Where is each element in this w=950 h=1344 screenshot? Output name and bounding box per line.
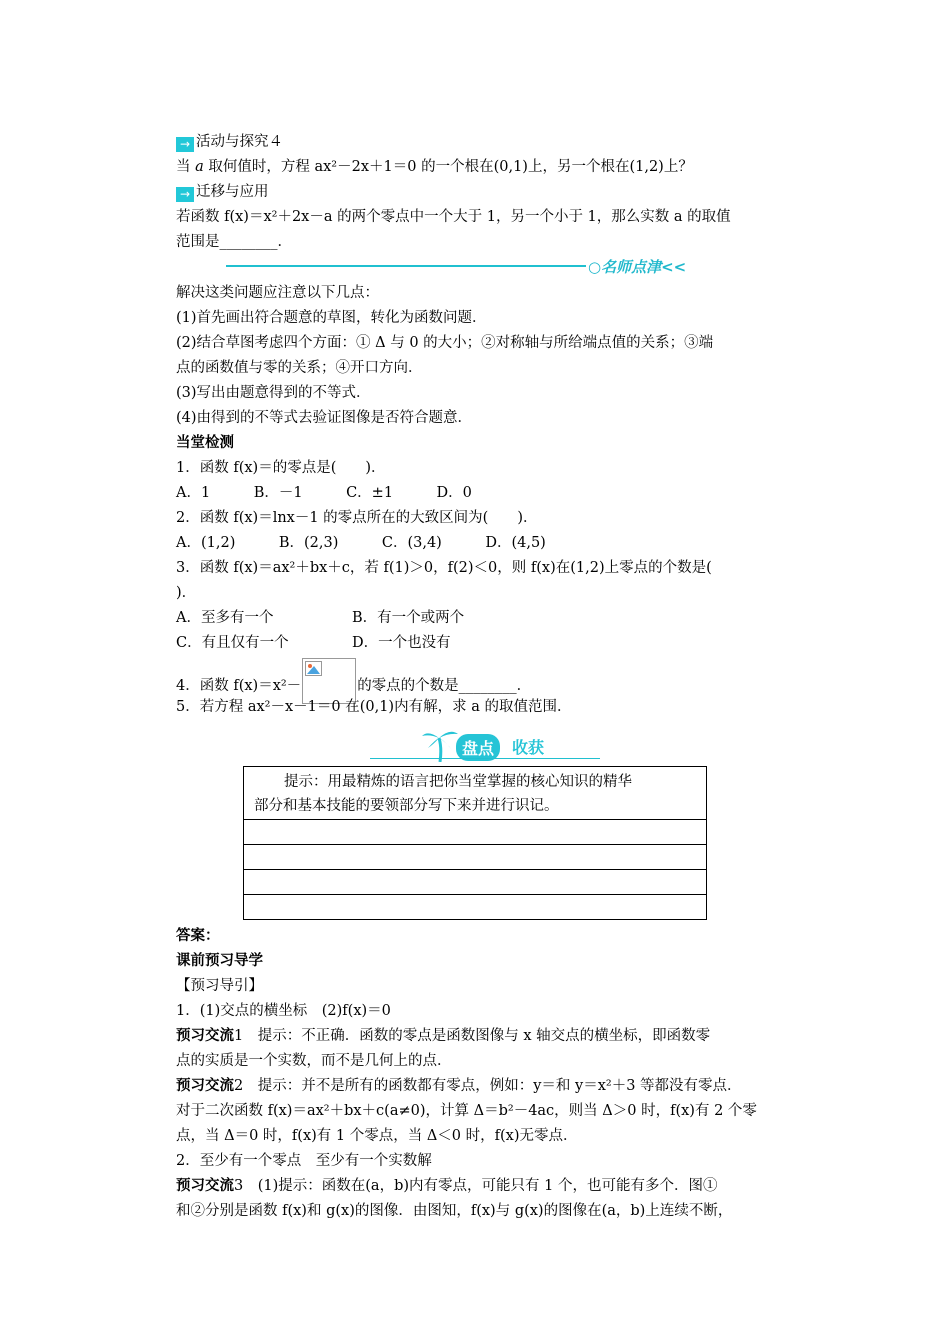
check-q1-options: A．1 B．－1 C．±1 D．0 [176, 485, 472, 501]
ex3-label: 预习交流 [176, 1178, 234, 1194]
ex2-text: 2 提示：并不是所有的函数都有零点，例如：y＝和 y＝x²＋3 等都没有零点． [234, 1078, 742, 1094]
answers-ex3-a [176, 1176, 717, 1196]
q3-option-d: D．一个也没有 [352, 635, 451, 651]
ex1-text: 1 提示：不正确．函数的零点是函数图像与 x 轴交点的横坐标，即函数零 [234, 1028, 711, 1044]
answers-sub: 课前预习导学 [176, 953, 263, 969]
answers-ex2-a [176, 1076, 742, 1096]
check-q5: 5．若方程 ax²－x－1＝0 在(0,1)内有解，求 a 的取值范围． [176, 699, 572, 715]
q3-option-a: A．至多有一个 [176, 610, 274, 626]
summary-hint-cell [244, 767, 707, 820]
ex2-label: 预习交流 [176, 1078, 234, 1094]
q-post: 的一个根在(0,1)上，另一个根在(1,2)上？ [421, 159, 693, 175]
arrow-icon: → [176, 137, 194, 152]
answers-ex2-b: 对于二次函数 f(x)＝ax²＋bx＋c(a≠0)，计算 Δ＝b²－4ac，则当 Δ＞0 时，f(x)有 2 个零 [176, 1103, 757, 1119]
summary-hint-line1: 提示：用最精炼的语言把你当堂掌握的核心知识的精华 [284, 774, 632, 790]
check-heading: 当堂检测 [176, 435, 234, 451]
tips-p3: (3)写出由题意得到的不等式． [176, 385, 371, 401]
summary-blank-row[interactable] [244, 820, 707, 845]
summary-hint-line2: 部分和基本技能的要领部分写下来并进行识记。 [254, 798, 559, 814]
tips-p4: (4)由得到的不等式去验证图像是否符合题意． [176, 410, 473, 426]
summary-blank-row[interactable] [244, 895, 707, 920]
check-q2-options: A．(1,2) B．(2,3) C．(3,4) D．(4,5) [176, 535, 546, 551]
check-q3b: )． [176, 585, 197, 601]
check-q2: 2．函数 f(x)＝lnx－1 的零点所在的大致区间为( )． [176, 510, 538, 526]
q-eq: ax²－2x＋1＝0 [314, 159, 417, 175]
q3-option-b: B．有一个或两个 [352, 610, 465, 626]
q4-pre: 4．函数 f(x)＝x²－ [176, 678, 302, 694]
answers-ex3-b: 和②分别是函数 f(x)和 g(x)的图像．由图知，f(x)与 g(x)的图像在(a，b)上连续不断， [176, 1203, 733, 1219]
transfer-heading-text: 迁移与应用 [196, 184, 269, 200]
check-q3-options-cd [176, 633, 451, 653]
check-q3-options-ab [176, 608, 464, 628]
transfer-line-2: 范围是________． [176, 234, 292, 250]
answers-heading: 答案： [176, 928, 220, 944]
answers-a1: 1．(1)交点的横坐标 (2)f(x)＝0 [176, 1003, 391, 1019]
q-var: a [195, 159, 204, 175]
tips-intro: 解决这类问题应注意以下几点： [176, 285, 379, 301]
answers-ex1-b: 点的实质是一个实数，而不是几何上的点． [176, 1053, 452, 1069]
tips-p2b: 点的函数值与零的关系；④开口方向． [176, 360, 423, 376]
transfer-line-1: 若函数 f(x)＝x²＋2x－a 的两个零点中一个大于 1，另一个小于 1，那么实数 a 的取值 [176, 209, 731, 225]
check-q1: 1．函数 f(x)＝的零点是( )． [176, 460, 386, 476]
activity-question [176, 157, 693, 177]
answers-a2: 2．至少有一个零点 至少有一个实数解 [176, 1153, 432, 1169]
transfer-heading [176, 182, 269, 202]
ex1-label: 预习交流 [176, 1028, 234, 1044]
image-placeholder-icon [305, 661, 323, 677]
summary-rule [370, 758, 600, 759]
q3-option-c: C．有且仅有一个 [176, 635, 289, 651]
summary-blank-row[interactable] [244, 870, 707, 895]
activity-heading-text: 活动与探究４ [196, 134, 283, 150]
activity-heading [176, 132, 283, 152]
summary-table [243, 766, 707, 920]
answers-ex1-a [176, 1026, 710, 1046]
summary-banner-a: 盘点 [456, 734, 500, 761]
tips-p2a: (2)结合草图考虑四个方面：① Δ 与 0 的大小；②对称轴与所给端点值的关系；③端 [176, 335, 714, 351]
palm-tree-icon [420, 728, 460, 762]
tips-p1: (1)首先画出符合题意的草图，转化为函数问题． [176, 310, 487, 326]
q-mid: 取何值时，方程 [208, 159, 310, 175]
arrow-icon: → [176, 187, 194, 202]
banner-title: ○名师点津<< [588, 258, 687, 276]
answers-guide: 【预习导引】 [176, 978, 263, 994]
ex3-text: 3 (1)提示：函数在(a，b)内有零点，可能只有 1 个，也可能有多个．图① [234, 1178, 718, 1194]
answers-ex2-c: 点，当 Δ＝0 时，f(x)有 1 个零点，当 Δ＜0 时，f(x)无零点． [176, 1128, 578, 1144]
q4-post: 的零点的个数是________． [357, 678, 532, 694]
check-q3a: 3．函数 f(x)＝ax²＋bx＋c，若 f(1)＞0，f(2)＜0，则 f(x)在(1,2)上零点的个数是( [176, 560, 712, 576]
summary-blank-row[interactable] [244, 845, 707, 870]
summary-banner [370, 728, 610, 764]
banner-rule [226, 265, 586, 267]
summary-banner-b: 收获 [512, 738, 545, 757]
mingshi-banner [226, 256, 696, 276]
q-pre: 当 [176, 159, 191, 175]
